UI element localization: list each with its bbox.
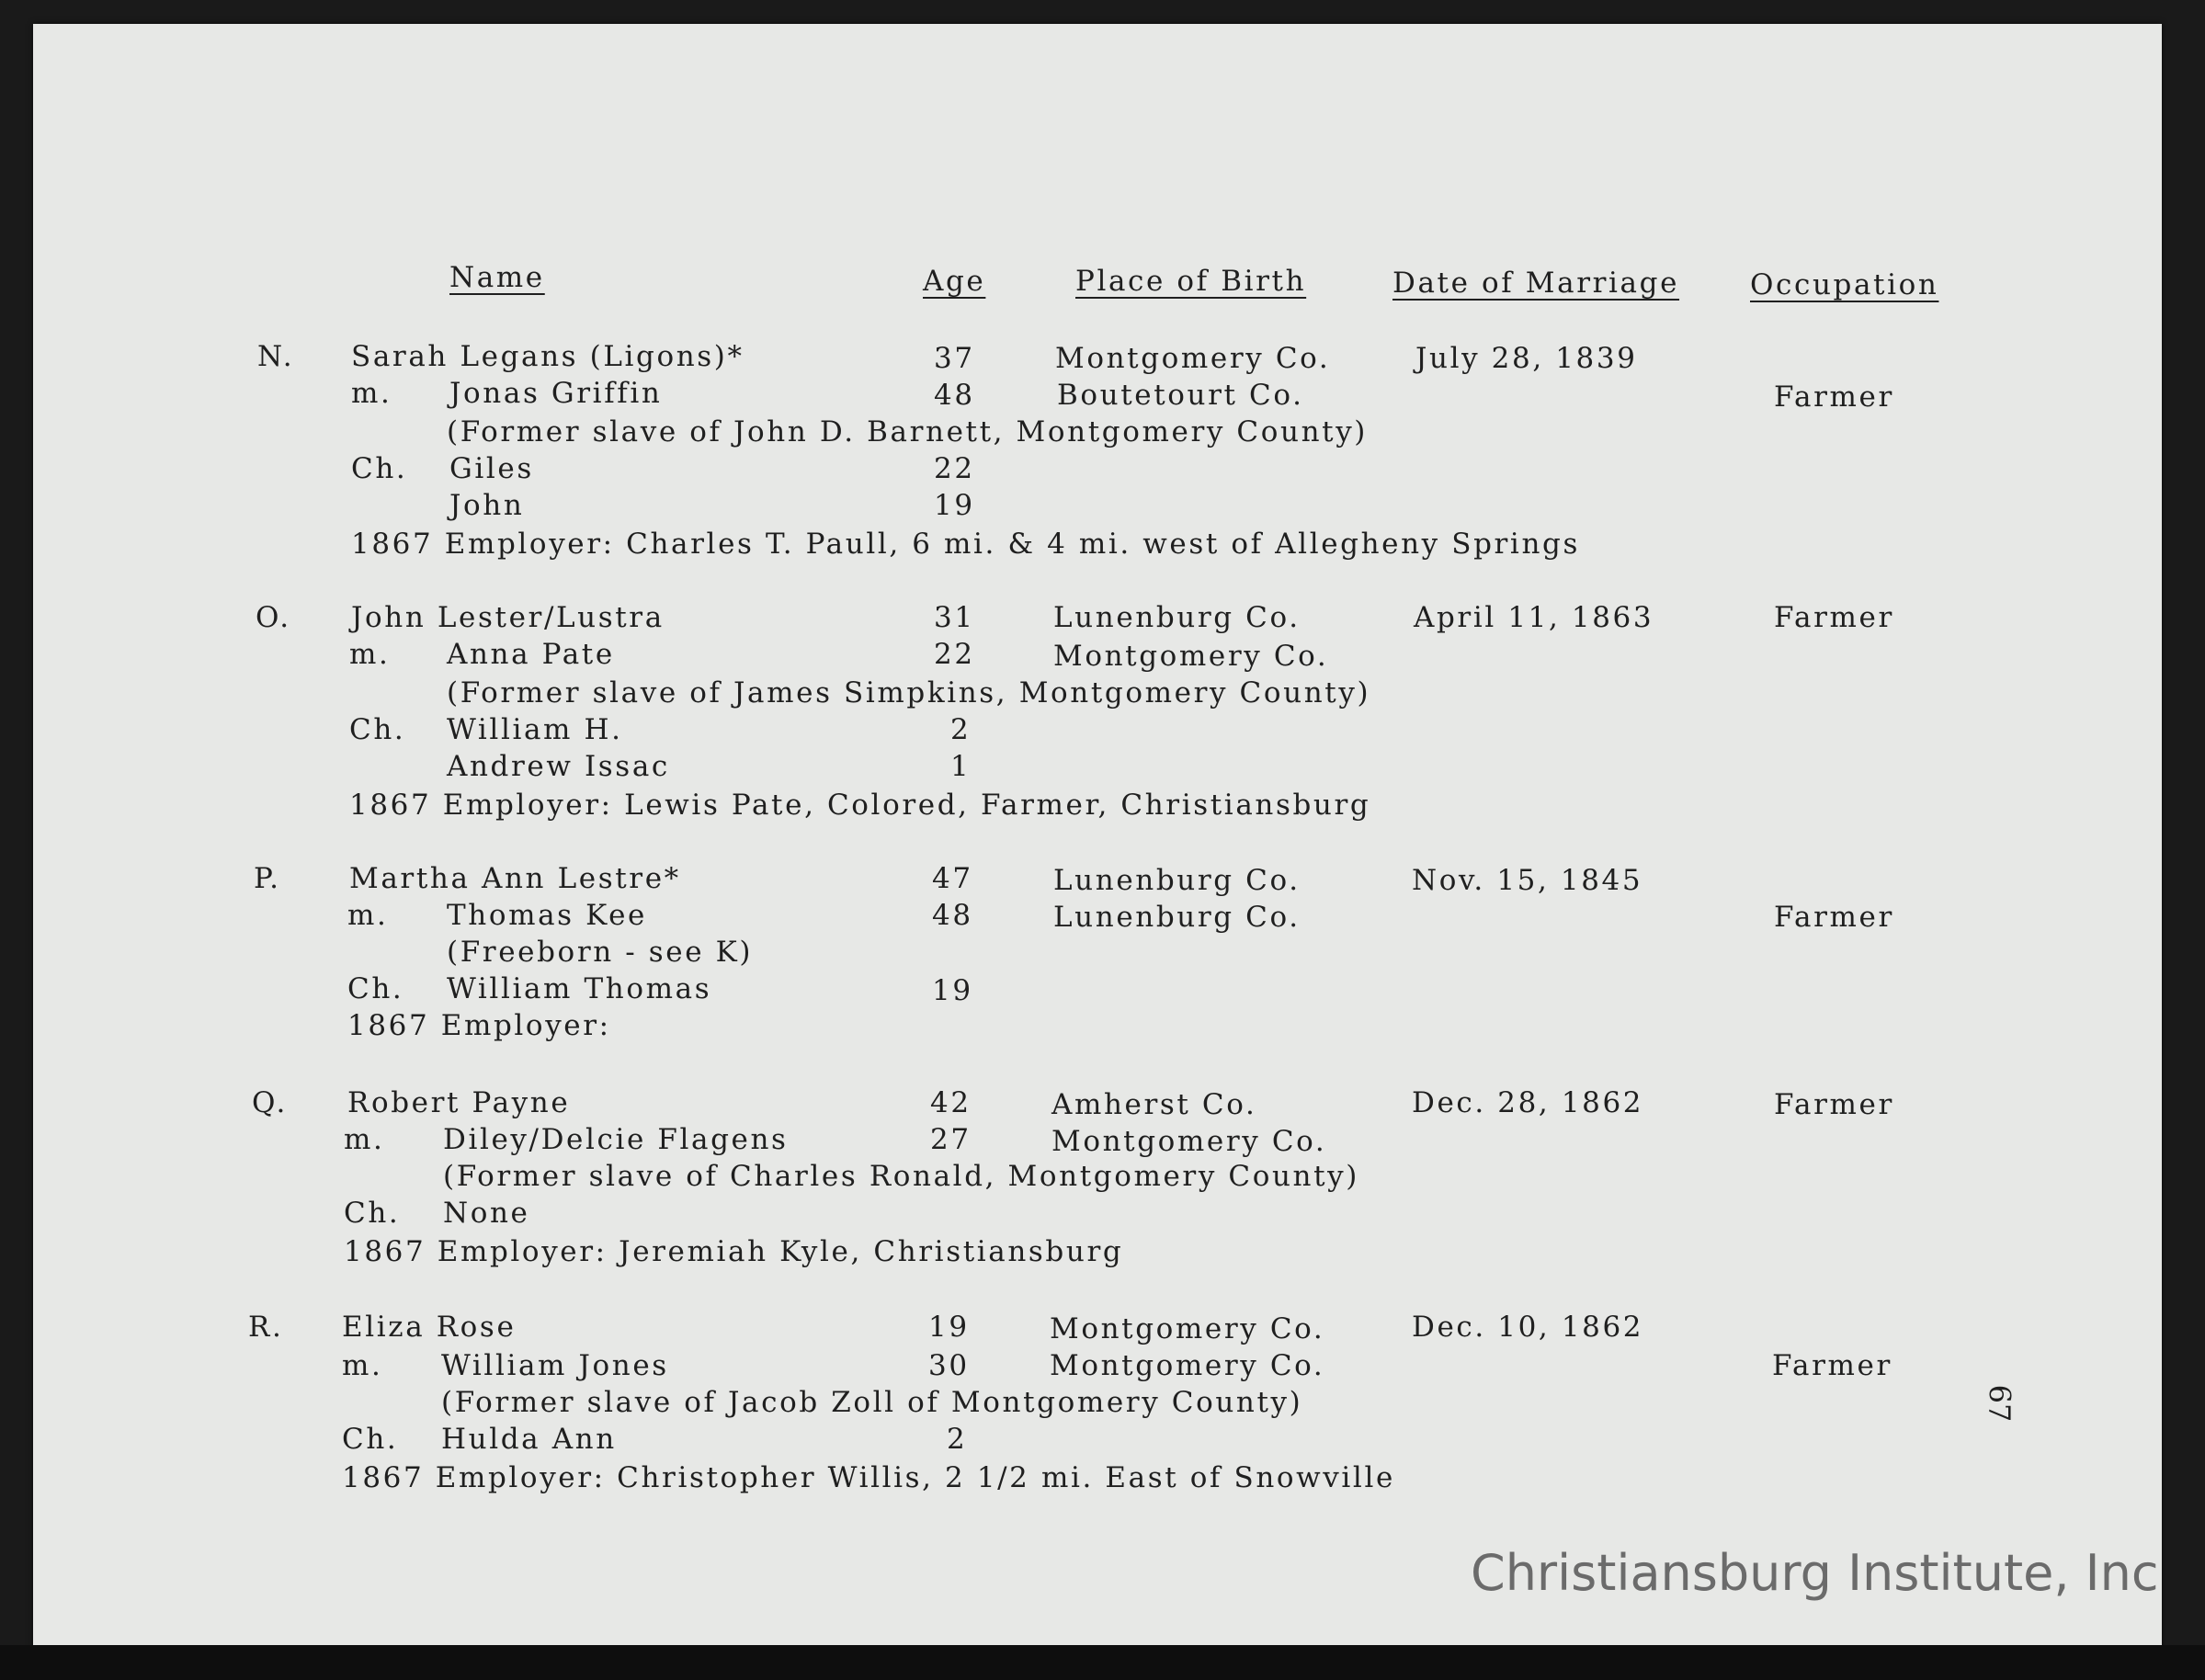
- header-occupation: Occupation: [1750, 268, 1939, 301]
- spouse-place: Lunenburg Co.: [1053, 901, 1301, 934]
- entry-place: Lunenburg Co.: [1053, 601, 1301, 634]
- spouse-name: Jonas Griffin: [449, 377, 663, 410]
- child-name: Andrew Issac: [447, 750, 670, 783]
- entry-letter: O.: [256, 601, 291, 634]
- child-name: None: [443, 1197, 530, 1230]
- entry-occupation: Farmer: [1774, 1088, 1894, 1121]
- entry-age: 19: [928, 1311, 970, 1344]
- entry-name: Robert Payne: [347, 1086, 571, 1119]
- spouse-name: Diley/Delcie Flagens: [443, 1123, 789, 1156]
- children-prefix: Ch.: [347, 972, 404, 1005]
- entry-letter: R.: [248, 1311, 284, 1344]
- entry-age: 47: [932, 862, 973, 895]
- child-name: Giles: [449, 452, 534, 485]
- spouse-place: Montgomery Co.: [1053, 640, 1329, 673]
- entry-employer: 1867 Employer: Jeremiah Kyle, Christiansburg: [344, 1235, 1124, 1268]
- spouse-prefix: m.: [349, 638, 391, 671]
- entry-marriage-date: July 28, 1839: [1415, 342, 1638, 375]
- entry-place: Montgomery Co.: [1055, 342, 1331, 375]
- spouse-name: Anna Pate: [447, 638, 615, 671]
- entry-marriage-date: April 11, 1863: [1414, 601, 1654, 634]
- entry-marriage-date: Dec. 28, 1862: [1412, 1086, 1644, 1119]
- entry-employer: 1867 Employer: Charles T. Paull, 6 mi. & 4 mi. west of Allegheny Springs: [351, 528, 1580, 561]
- entry-place: Lunenburg Co.: [1053, 864, 1301, 897]
- entry-age: 31: [934, 601, 975, 634]
- entry-employer: 1867 Employer:: [347, 1009, 611, 1042]
- entry-letter: N.: [257, 340, 295, 373]
- entry-name: John Lester/Lustra: [351, 601, 665, 634]
- spouse-age: 30: [928, 1349, 970, 1382]
- entry-place: Montgomery Co.: [1050, 1312, 1325, 1345]
- scan-bottom-edge: [0, 1645, 2205, 1680]
- children-prefix: Ch.: [344, 1197, 401, 1230]
- entry-note: (Former slave of Jacob Zoll of Montgomery County): [441, 1386, 1303, 1419]
- header-age: Age: [923, 265, 986, 298]
- spouse-name: William Jones: [441, 1349, 669, 1382]
- child-name: Hulda Ann: [441, 1423, 617, 1456]
- entry-marriage-date: Dec. 10, 1862: [1412, 1311, 1644, 1344]
- entry-place: Amherst Co.: [1051, 1088, 1257, 1121]
- entry-name: Sarah Legans (Ligons)*: [351, 340, 744, 373]
- entry-age: 37: [934, 342, 975, 375]
- entry-letter: Q.: [252, 1086, 288, 1119]
- child-name: John: [449, 489, 525, 522]
- spouse-place: Montgomery Co.: [1050, 1349, 1325, 1382]
- entry-age: 42: [930, 1086, 972, 1119]
- spouse-age: 22: [934, 638, 975, 671]
- child-name: William Thomas: [447, 972, 712, 1005]
- page-number: 67: [1982, 1384, 2017, 1423]
- spouse-occupation: Farmer: [1774, 380, 1894, 414]
- child-age: 1: [950, 750, 972, 783]
- entry-name: Martha Ann Lestre*: [349, 862, 681, 895]
- header-place-of-birth: Place of Birth: [1075, 265, 1307, 298]
- children-prefix: Ch.: [349, 713, 406, 746]
- spouse-occupation: Farmer: [1772, 1349, 1892, 1382]
- spouse-prefix: m.: [351, 377, 392, 410]
- entry-employer: 1867 Employer: Christopher Willis, 2 1/2 mi. East of Snowville: [342, 1461, 1395, 1494]
- entry-letter: P.: [254, 862, 281, 895]
- child-age: 22: [934, 452, 975, 485]
- child-age: 2: [947, 1423, 968, 1456]
- spouse-prefix: m.: [342, 1349, 383, 1382]
- spouse-place: Montgomery Co.: [1051, 1125, 1327, 1158]
- header-name: Name: [449, 261, 545, 294]
- entry-occupation: Farmer: [1774, 601, 1894, 634]
- watermark: Christiansburg Institute, Inc: [1471, 1544, 2159, 1602]
- entry-marriage-date: Nov. 15, 1845: [1412, 864, 1643, 897]
- spouse-prefix: m.: [344, 1123, 385, 1156]
- spouse-age: 48: [934, 379, 975, 412]
- entry-employer: 1867 Employer: Lewis Pate, Colored, Farmer, Christiansburg: [349, 789, 1371, 822]
- spouse-place: Boutetourt Co.: [1057, 379, 1304, 412]
- entry-note: (Freeborn - see K): [447, 936, 754, 969]
- children-prefix: Ch.: [351, 452, 408, 485]
- entry-note: (Former slave of John D. Barnett, Montgomery County): [447, 415, 1369, 448]
- entry-note: (Former slave of Charles Ronald, Montgomery County): [443, 1160, 1359, 1193]
- spouse-name: Thomas Kee: [447, 899, 647, 932]
- spouse-prefix: m.: [347, 899, 389, 932]
- spouse-age: 48: [932, 899, 973, 932]
- spouse-age: 27: [930, 1123, 972, 1156]
- entry-name: Eliza Rose: [342, 1311, 517, 1344]
- children-prefix: Ch.: [342, 1423, 399, 1456]
- child-age: 19: [932, 974, 973, 1007]
- entry-note: (Former slave of James Simpkins, Montgomery County): [447, 676, 1371, 709]
- spouse-occupation: Farmer: [1774, 901, 1894, 934]
- child-name: William H.: [447, 713, 623, 746]
- child-age: 2: [950, 713, 972, 746]
- child-age: 19: [934, 489, 975, 522]
- header-date-of-marriage: Date of Marriage: [1392, 267, 1680, 300]
